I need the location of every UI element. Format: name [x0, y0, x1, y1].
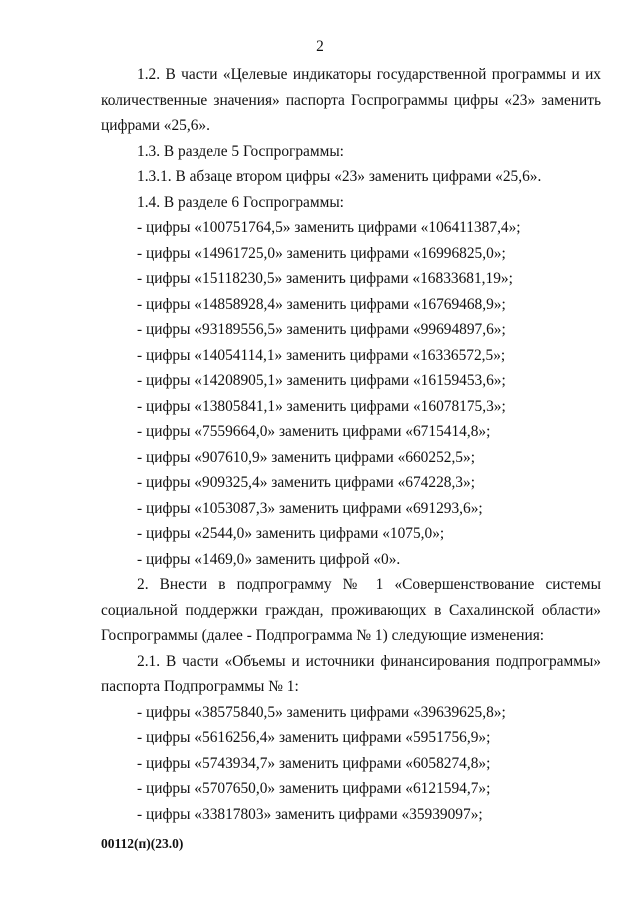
list-item: - цифры «15118230,5» заменить цифрами «16833681,19»;: [137, 270, 513, 287]
page-number: 2: [316, 38, 324, 55]
list-item: - цифры «14208905,1» заменить цифрами «16159453,6»;: [137, 372, 506, 389]
list-item: - цифры «33817803» заменить цифрами «35939097»;: [137, 805, 483, 823]
list-item: - цифры «14961725,0» заменить цифрами «16996825,0»;: [137, 244, 506, 262]
list-item: - цифры «100751764,5» заменить цифрами «106411387,4»;: [137, 219, 521, 236]
list-item: - цифры «909325,4» заменить цифрами «674228,3»;: [137, 474, 475, 491]
list-item: - цифры «5743934,7» заменить цифрами «6058274,8»;: [137, 754, 491, 772]
paragraph-1-3-1: 1.3.1. В абзаце втором цифры «23» заменить цифрами «25,6».: [137, 168, 542, 185]
list-item: - цифры «1469,0» заменить цифрой «0».: [137, 550, 401, 568]
paragraph-1-4: 1.4. В разделе 6 Госпрограммы:: [137, 193, 344, 211]
list-item: - цифры «93189556,5» заменить цифрами «99694897,6»;: [137, 321, 506, 338]
list-item: - цифры «14054114,1» заменить цифрами «16336572,5»;: [137, 346, 506, 364]
section-6-list: [101, 215, 601, 572]
list-item: - цифры «5707650,0» заменить цифрами «6121594,7»;: [137, 780, 491, 797]
paragraph-1-3: 1.3. В разделе 5 Госпрограммы:: [137, 142, 344, 160]
document-code: 00112(п)(23.0): [101, 836, 184, 851]
document-body: [101, 62, 601, 827]
paragraph-2: 2. Внести в подпрограмму № 1 «Совершенствование системы социальной поддержки граждан, проживающих в Сахалинской области» Госпрограммы (далее - Подпрограмма № 1) следующие изменения:: [101, 576, 601, 644]
list-item: - цифры «7559664,0» заменить цифрами «6715414,8»;: [137, 423, 491, 440]
list-item: - цифры «1053087,3» заменить цифрами «691293,6»;: [137, 499, 483, 517]
paragraph-1-2: 1.2. В части «Целевые индикаторы государственной программы и их количественные значения» паспорта Госпрограммы цифры «23» заменить цифрами «25,6».: [101, 66, 601, 134]
list-item: - цифры «14858928,4» заменить цифрами «16769468,9»;: [137, 295, 506, 313]
list-item: - цифры «13805841,1» заменить цифрами «16078175,3»;: [137, 397, 506, 415]
list-item: - цифры «2544,0» заменить цифрами «1075,0»;: [137, 525, 445, 542]
subprogram-list: [101, 700, 601, 828]
list-item: - цифры «907610,9» заменить цифрами «660252,5»;: [137, 448, 475, 466]
list-item: - цифры «38575840,5» заменить цифрами «39639625,8»;: [137, 703, 506, 721]
list-item: - цифры «5616256,4» заменить цифрами «5951756,9»;: [137, 729, 491, 746]
paragraph-2-1: 2.1. В части «Объемы и источники финансирования подпрограммы» паспорта Подпрограммы № 1:: [101, 652, 601, 695]
